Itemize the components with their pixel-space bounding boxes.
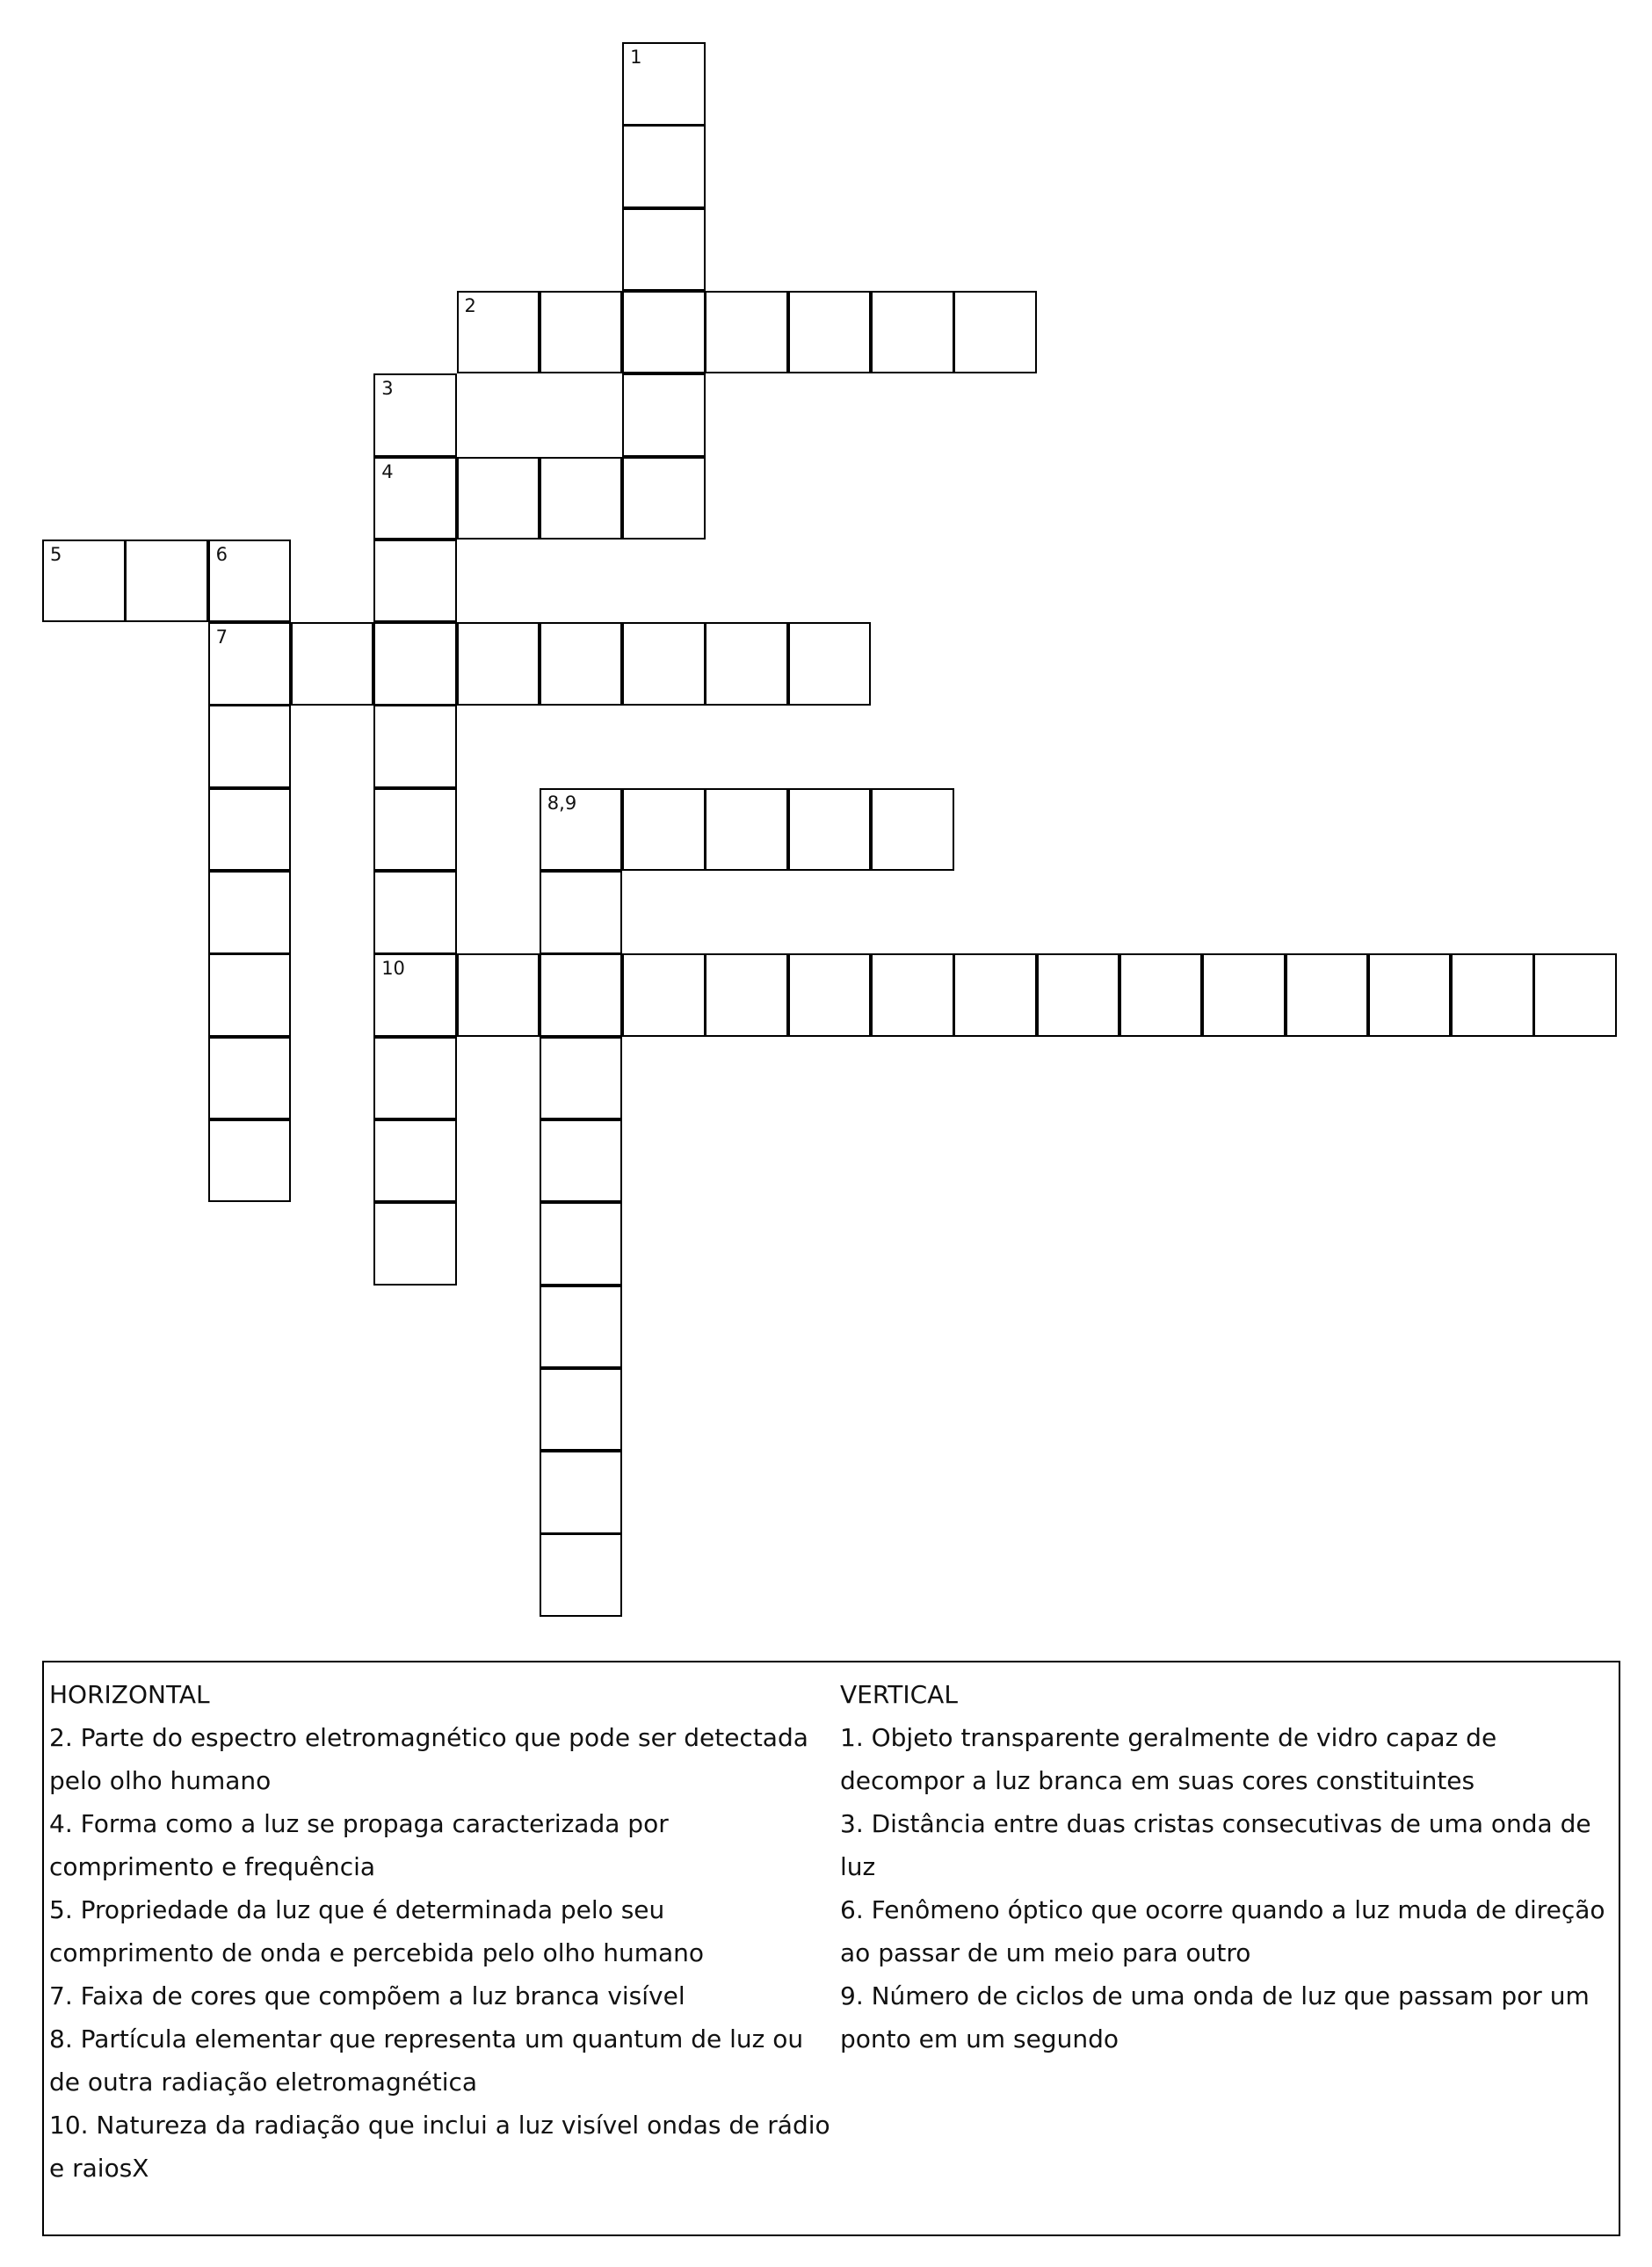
crossword-cell[interactable] <box>622 788 706 872</box>
crossword-cell[interactable] <box>1451 953 1534 1037</box>
clues-box <box>42 1661 1620 2236</box>
clue-number: 2 <box>464 294 476 316</box>
crossword-cell[interactable] <box>871 953 954 1037</box>
clue-number: 6 <box>215 543 228 565</box>
crossword-cell[interactable] <box>1533 953 1617 1037</box>
crossword-cell[interactable] <box>540 622 623 706</box>
clue-horizontal-8: 8. Partícula elementar que representa um quantum de luz ou de outra radiação eletromagnética <box>49 2024 804 2097</box>
crossword-cell[interactable] <box>540 1037 623 1120</box>
clue-vertical-6: 6. Fenômeno óptico que ocorre quando a luz muda de direção ao passar de um meio para outro <box>840 1895 1605 1967</box>
crossword-cell[interactable] <box>540 1286 623 1369</box>
clue-number: 10 <box>381 958 405 980</box>
crossword-cell[interactable] <box>622 125 706 208</box>
crossword-cell[interactable] <box>208 705 292 788</box>
crossword-cell[interactable] <box>540 1119 623 1203</box>
crossword-cell[interactable] <box>1286 953 1369 1037</box>
crossword-cell[interactable] <box>540 871 623 954</box>
crossword-cell[interactable] <box>373 1037 457 1120</box>
crossword-cell[interactable] <box>622 622 706 706</box>
clue-vertical-1: 1. Objeto transparente geralmente de vidro capaz de decompor a luz branca em suas cores constituintes <box>840 1723 1497 1795</box>
clue-horizontal-4: 4. Forma como a luz se propaga caracterizada por comprimento e frequência <box>49 1809 669 1881</box>
crossword-cell[interactable] <box>457 622 540 706</box>
clues-vertical-heading: VERTICAL <box>840 1680 958 1709</box>
clues-horizontal-heading: HORIZONTAL <box>49 1680 210 1709</box>
crossword-cell[interactable] <box>1368 953 1452 1037</box>
crossword-cell[interactable] <box>373 1202 457 1286</box>
crossword-cell[interactable] <box>125 540 208 623</box>
crossword-cell[interactable] <box>373 457 457 540</box>
crossword-cell[interactable] <box>457 291 540 374</box>
clue-horizontal-10: 10. Natureza da radiação que inclui a luz visível ondas de rádio e raiosX <box>49 2111 830 2183</box>
crossword-cell[interactable] <box>373 540 457 623</box>
crossword-cell[interactable] <box>705 622 788 706</box>
crossword-cell[interactable] <box>457 953 540 1037</box>
crossword-cell[interactable] <box>208 622 292 706</box>
crossword-cell[interactable] <box>540 788 623 872</box>
clue-vertical-3: 3. Distância entre duas cristas consecutivas de uma onda de luz <box>840 1809 1591 1881</box>
crossword-cell[interactable] <box>42 540 126 623</box>
clue-vertical-9: 9. Número de ciclos de uma onda de luz que passam por um ponto em um segundo <box>840 1981 1590 2053</box>
crossword-cell[interactable] <box>208 540 292 623</box>
crossword-cell[interactable] <box>788 953 872 1037</box>
clue-number: 7 <box>215 627 228 648</box>
crossword-cell[interactable] <box>208 1037 292 1120</box>
crossword-cell[interactable] <box>373 953 457 1037</box>
crossword-cell[interactable] <box>622 373 706 457</box>
clue-number: 8,9 <box>547 792 577 814</box>
crossword-cell[interactable] <box>622 291 706 374</box>
crossword-cell[interactable] <box>788 622 872 706</box>
crossword-cell[interactable] <box>208 871 292 954</box>
crossword-cell[interactable] <box>540 1368 623 1452</box>
crossword-cell[interactable] <box>705 953 788 1037</box>
clue-number: 1 <box>630 47 642 68</box>
crossword-cell[interactable] <box>705 291 788 374</box>
clue-number: 4 <box>381 460 394 482</box>
clues-horizontal-column <box>49 1673 831 2190</box>
crossword-cell[interactable] <box>705 788 788 872</box>
crossword-cell[interactable] <box>373 788 457 872</box>
crossword-cell[interactable] <box>540 291 623 374</box>
crossword-cell[interactable] <box>373 705 457 788</box>
crossword-cell[interactable] <box>540 457 623 540</box>
crossword-cell[interactable] <box>540 1202 623 1286</box>
clue-number: 3 <box>381 378 394 400</box>
crossword-cell[interactable] <box>622 953 706 1037</box>
crossword-cell[interactable] <box>373 1119 457 1203</box>
crossword-cell[interactable] <box>1202 953 1286 1037</box>
crossword-cell[interactable] <box>788 291 872 374</box>
crossword-cell[interactable] <box>540 1451 623 1534</box>
crossword-cell[interactable] <box>208 788 292 872</box>
crossword-cell[interactable] <box>1119 953 1203 1037</box>
clue-horizontal-5: 5. Propriedade da luz que é determinada pelo seu comprimento de onda e percebida pelo olho humano <box>49 1895 705 1967</box>
crossword-cell[interactable] <box>871 291 954 374</box>
crossword-cell[interactable] <box>871 788 954 872</box>
crossword-cell[interactable] <box>788 788 872 872</box>
clue-horizontal-2: 2. Parte do espectro eletromagnético que pode ser detectada pelo olho humano <box>49 1723 808 1795</box>
crossword-cell[interactable] <box>953 291 1037 374</box>
crossword-cell[interactable] <box>373 373 457 457</box>
crossword-cell[interactable] <box>1037 953 1120 1037</box>
crossword-cell[interactable] <box>208 1119 292 1203</box>
crossword-cell[interactable] <box>540 1533 623 1617</box>
crossword-cell[interactable] <box>540 953 623 1037</box>
clue-horizontal-7: 7. Faixa de cores que compõem a luz branca visível <box>49 1981 685 2010</box>
crossword-cell[interactable] <box>373 871 457 954</box>
crossword-cell[interactable] <box>373 622 457 706</box>
crossword-cell[interactable] <box>291 622 374 706</box>
crossword-cell[interactable] <box>953 953 1037 1037</box>
crossword-cell[interactable] <box>622 208 706 292</box>
crossword-cell[interactable] <box>457 457 540 540</box>
crossword-cell[interactable] <box>622 457 706 540</box>
clue-number: 5 <box>50 543 62 565</box>
crossword-cell[interactable] <box>622 42 706 126</box>
crossword-cell[interactable] <box>208 953 292 1037</box>
clues-vertical-column <box>840 1673 1613 2061</box>
